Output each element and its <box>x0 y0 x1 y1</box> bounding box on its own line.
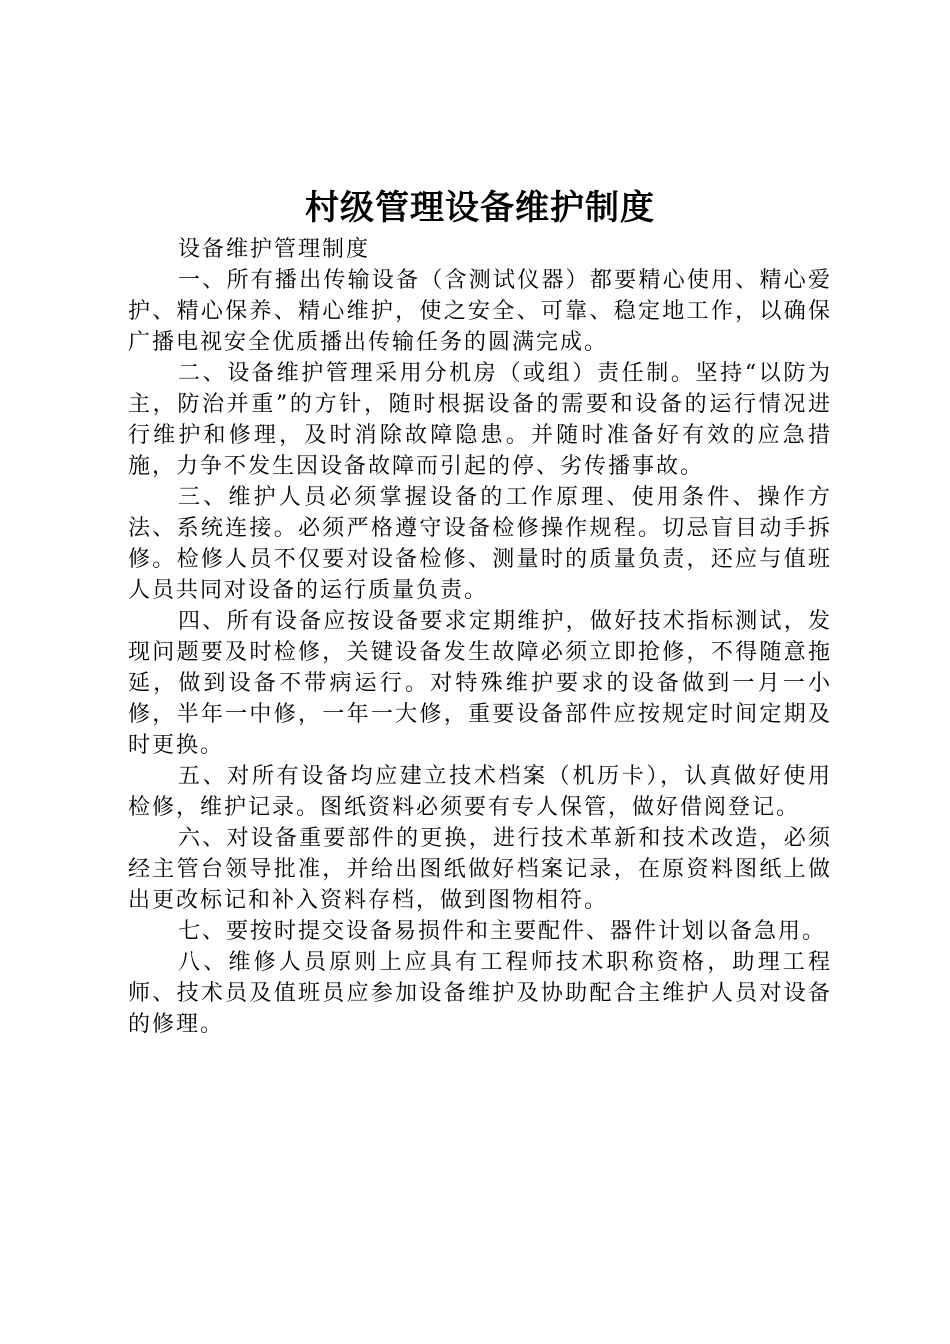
document-page <box>128 188 832 1040</box>
paragraph-1: 一、所有播出传输设备（含测试仪器）都要精心使用、精心爱护、精心保养、精心维护，使之安全、可靠、稳定地工作，以确保广播电视安全优质播出传输任务的圆满完成。 <box>128 268 832 355</box>
paragraph-5: 五、对所有设备均应建立技术档案（机历卡），认真做好使用检修，维护记录。图纸资料必须要有专人保管，做好借阅登记。 <box>128 764 832 820</box>
paragraph-6: 六、对设备重要部件的更换，进行技术革新和技术改造，必须经主管台领导批准，并给出图纸做好档案记录，在原资料图纸上做出更改标记和补入资料存档，做到图物相符。 <box>128 826 832 913</box>
document-subtitle: 设备维护管理制度 <box>178 237 371 262</box>
document-title: 村级管理设备维护制度 <box>305 188 655 228</box>
paragraph-8: 八、维修人员原则上应具有工程师技术职称资格，助理工程师、技术员及值班员应参加设备维护及协助配合主维护人员对设备的修理。 <box>128 950 832 1037</box>
paragraph-7: 七、要按时提交设备易损件和主要配件、器件计划以备急用。 <box>178 919 827 944</box>
paragraph-2: 二、设备维护管理采用分机房（或组）责任制。坚持“以防为主，防治并重”的方针，随时根据设备的需要和设备的运行情况进行维护和修理，及时消除故障隐患。并随时准备好有效的应急措施，力争不发生因设备故障而引起的停、劣传播事故。 <box>128 361 832 479</box>
paragraph-4: 四、所有设备应按设备要求定期维护，做好技术指标测试，发现问题要及时检修，关键设备发生故障必须立即抢修，不得随意拖延，做到设备不带病运行。对特殊维护要求的设备做到一月一小修，半年一中修，一年一大修，重要设备部件应按规定时间定期及时更换。 <box>128 609 832 758</box>
paragraph-3: 三、维护人员必须掌握设备的工作原理、使用条件、操作方法、系统连接。必须严格遵守设备检修操作规程。切忌盲目动手拆修。检修人员不仅要对设备检修、测量时的质量负责，还应与值班人员共同对设备的运行质量负责。 <box>128 485 832 603</box>
